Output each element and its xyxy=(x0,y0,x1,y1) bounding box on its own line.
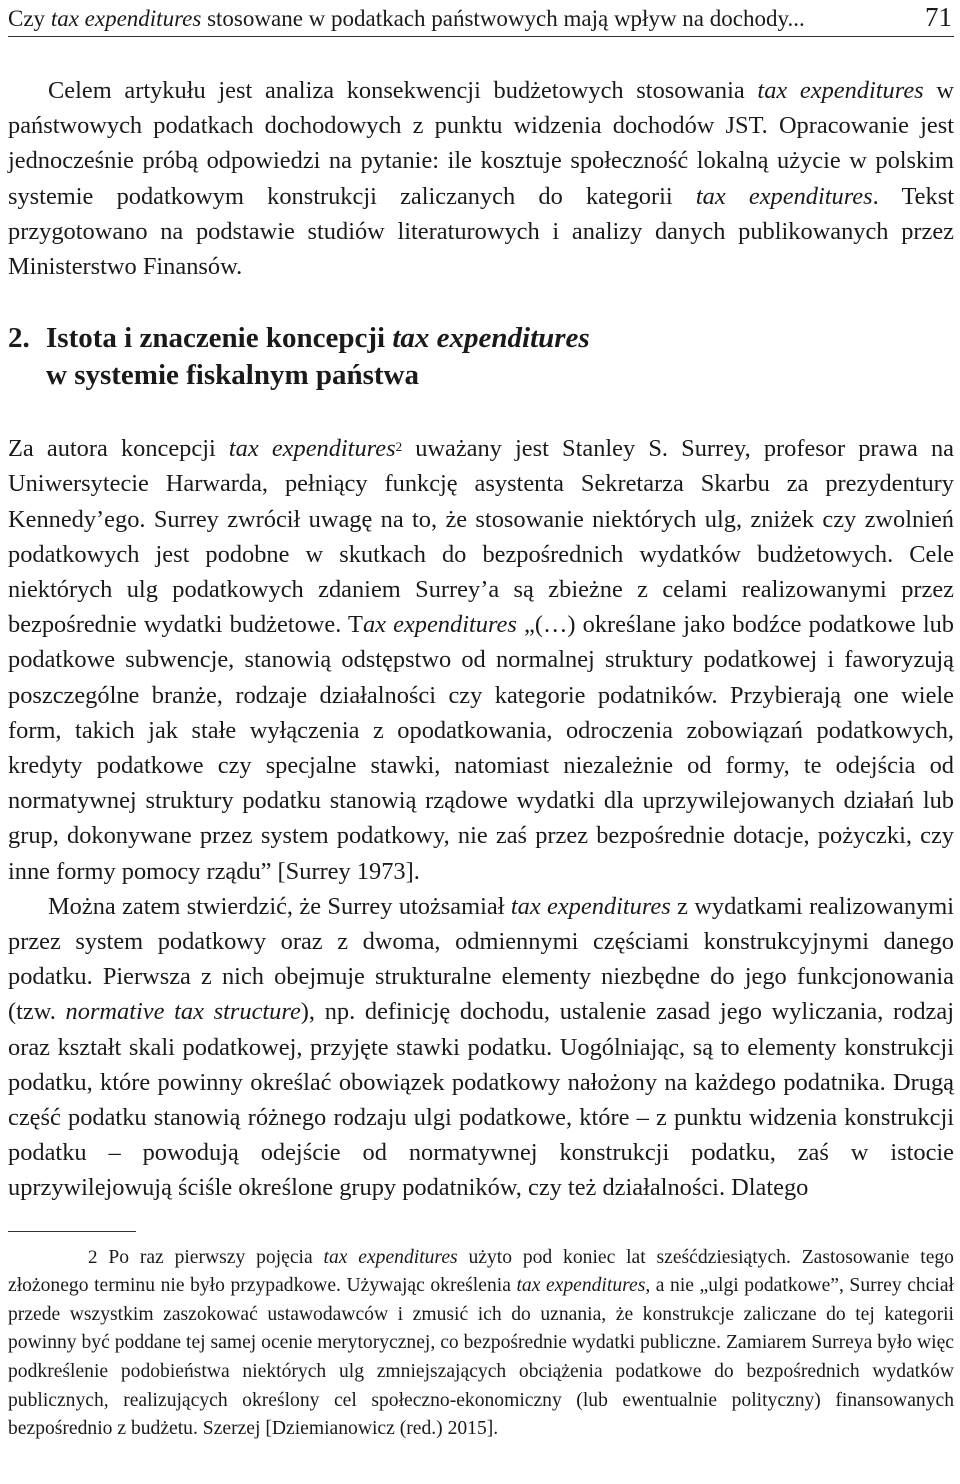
running-title-italic: tax expenditures xyxy=(50,6,202,31)
running-header xyxy=(8,0,954,37)
footnote-italic: tax expenditures xyxy=(516,1275,646,1297)
footnote xyxy=(8,1244,954,1444)
paragraph-text: Można zatem stwierdzić, że Surrey utożsamiał xyxy=(48,892,511,920)
paragraph-1 xyxy=(8,431,954,889)
footnote-text: , a nie „ulgi podatkowe”, Surrey chciał przede wszystkim zaszokować ustawodawców i zmusić ich do uznania, że konstrukcje zaliczane do tej kategorii powinny być poddane tej samej ocenie merytorycznej, co bezpośrednie wydatki publiczne. Zamiarem Surreya było więc podkreślenie podobieństwa niektórych ulg zmniejszających obciążenia podatkowe do bezpośrednich wydatków publicznych, realizujących określony cel społeczno-ekonomiczny (lub ewentualnie polityczny) finansowanych bezpośrednio z budżetu. Szerzej [Dziemianowicz (red.) 2015]. xyxy=(8,1275,954,1440)
footnote-text: użyto pod koniec lat sześćdziesiątych. Zastosowanie tego złożonego terminu nie było przypadkowe. Używając określenia xyxy=(8,1246,954,1297)
section-title-line2: w systemie fiskalnym państwa xyxy=(46,359,419,392)
paragraph-text: Za autora koncepcji xyxy=(8,435,229,463)
paragraph-text: „(…) określane jako bodźce podatkowe lub podatkowe subwencje, stanowią odstępstwo od normalnej struktury podatkowej i faworyzują poszczególne branże, rodzaje działalności czy kategorie podatników. Przybierają one wiele form, takich jak stałe wyłączenia z opodatkowania, odroczenia zobowiązań podatkowych, kredyty podatkowe czy specjalne stawki, natomiast niezależnie od formy, te odejścia od normatywnej struktury podatku stanowią rządowe wydatki dla uprzywilejowanych działań lub grup, dokonywane przez system podatkowy, nie zaś przez bezpośrednie dotacje, pożyczki, czy inne formy pomocy rządu” [Surrey 1973]. xyxy=(8,611,954,885)
footnote-italic: tax expenditures xyxy=(323,1246,458,1268)
paragraph-text: ), np. definicję dochodu, ustalenie zasad jego wyliczania, rodzaj oraz kształt skali podatkowej, przyjęte stawki podatku. Uogólniając, są to elementy konstrukcji podatku, które powinny określać obowiązek podatkowy nałożony na każdego podatnika. Drugą część podatku stanowią różnego rodzaju ulgi podatkowe, które – z punktu widzenia konstrukcji podatku – powodują odejście od normatywnej konstrukcji podatku, zaś w istocie uprzywilejowują ściśle określone grupy podatników, czy też działalności. Dlatego xyxy=(8,998,954,1202)
page-number: 71 xyxy=(925,2,952,32)
intro-text-part: . Tekst przygotowano na podstawie studiów literaturowych i analizy danych publikowanych przez Ministerstwo Finansów. xyxy=(8,182,954,281)
intro-text-italic: tax expenditures xyxy=(757,77,924,104)
footnote-mark: 2 xyxy=(88,1246,98,1268)
paragraph-2 xyxy=(8,889,954,1206)
paragraph-italic: tax expenditures xyxy=(510,892,671,920)
running-title xyxy=(8,6,805,32)
section-title-italic: tax expenditures xyxy=(392,322,590,355)
paragraph-text: z wydatkami realizowanymi przez system podatkowy oraz z dwoma, odmiennymi częściami konstrukcyjnymi danego podatku. Pierwsza z nich obejmuje strukturalne elementy niezbędne do jego funkcjonowania (tzw. xyxy=(8,892,954,1026)
paragraph-italic: tax expenditures xyxy=(228,435,396,463)
paragraph-italic: normative tax structure xyxy=(65,998,301,1026)
footnote-text: Po raz pierwszy pojęcia xyxy=(97,1246,324,1268)
section-heading xyxy=(8,320,954,394)
running-title-text-end: stosowane w podatkach państwowych mają wpływ na dochody... xyxy=(201,6,805,31)
section-body xyxy=(8,431,954,1205)
intro-text-part: Celem artykułu jest analiza konsekwencji budżetowych stosowania xyxy=(48,77,758,104)
section-number: 2. xyxy=(8,322,30,355)
paragraph-text: uważany jest Stanley S. Surrey, profesor prawa na Uniwersytecie Harwarda, pełniący funkcję asystenta Sekretarza Skarbu za prezydentury Kennedy’ego. Surrey zwrócił uwagę na to, że stosowanie niektórych ulg, zniżek czy zwolnień podatkowych jest podobne w skutkach do bezpośrednich wydatków budżetowych. Cele niektórych ulg podatkowych zdaniem Surrey’a są zbieżne z celami realizowanymi przez bezpośrednie wydatki budżetowe. T xyxy=(8,435,954,639)
document-page xyxy=(8,0,954,1463)
intro-paragraph xyxy=(8,73,954,284)
intro-text xyxy=(8,73,954,284)
running-title-text: Czy xyxy=(8,6,51,31)
footnote-reference: 2 xyxy=(395,439,403,455)
footnote-divider xyxy=(8,1231,136,1232)
paragraph-italic: ax expenditures xyxy=(362,611,517,639)
intro-text-italic: tax expenditures xyxy=(695,182,873,210)
intro-text-part: w państwowych podatkach dochodowych z punktu widzenia dochodów JST. Opracowanie jest jednocześnie próbą odpowiedzi na pytanie: ile kosztuje społeczność lokalną użycie w polskim systemie podatkowym konstrukcji zaliczanych do kategorii xyxy=(8,77,954,210)
section-title-part: Istota i znaczenie koncepcji xyxy=(46,322,393,355)
